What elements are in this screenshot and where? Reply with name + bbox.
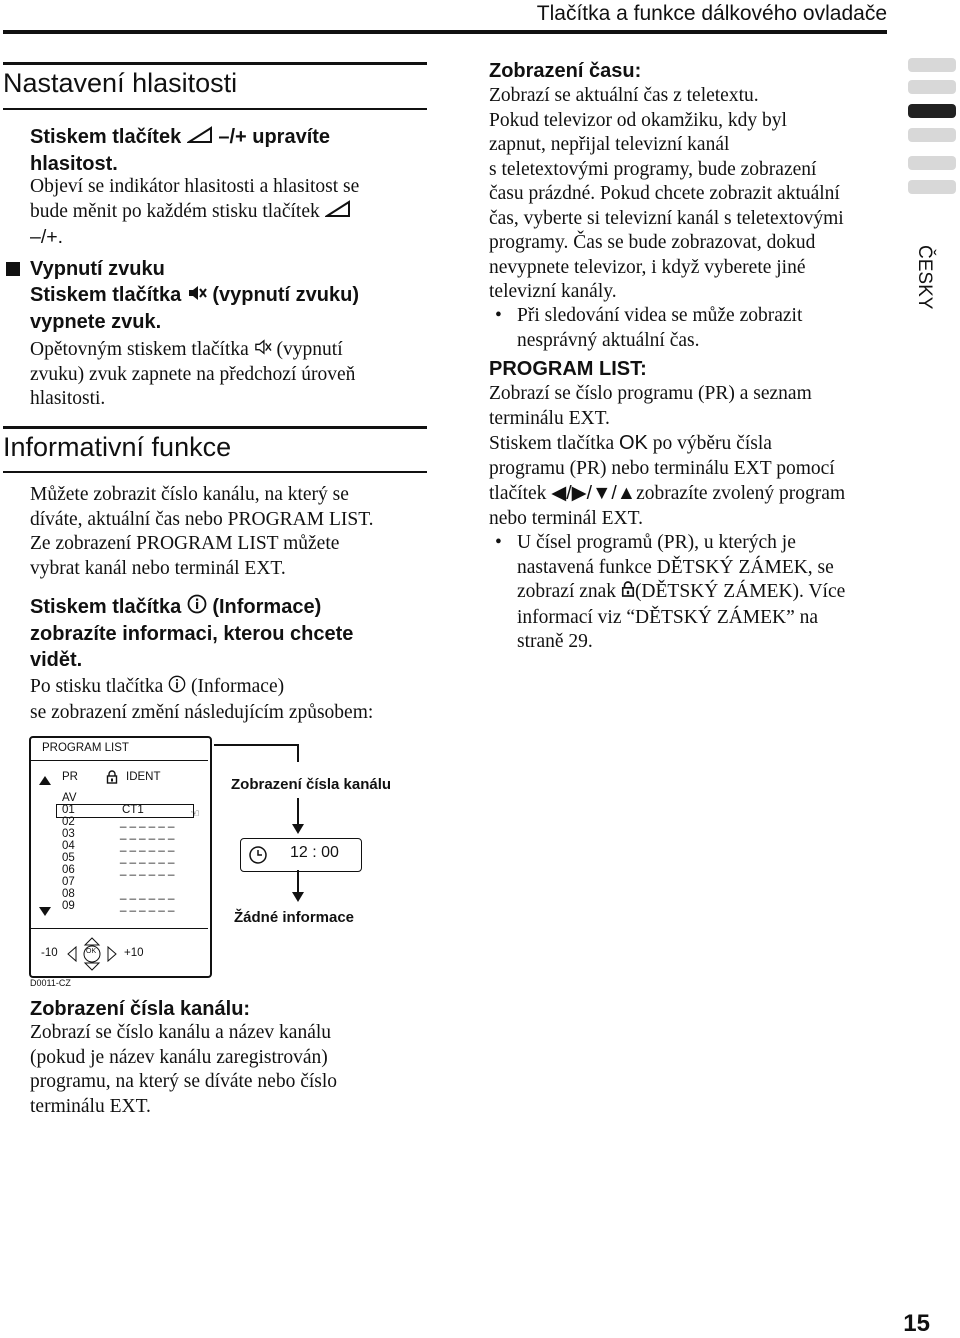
- col-ident-header: IDENT: [126, 771, 161, 783]
- language-tab-active: [908, 104, 956, 118]
- selected-row-highlight[interactable]: [56, 804, 194, 818]
- program-row-number[interactable]: 06: [62, 864, 75, 876]
- desc-line: programu (PR) nebo terminálu EXT pomocí: [489, 457, 835, 479]
- program-row-ident: _ _ _ _ _ _: [120, 900, 175, 912]
- program-row-number[interactable]: 04: [62, 840, 75, 852]
- info-description: [30, 483, 430, 581]
- pointer-icon: ☜: [190, 808, 200, 820]
- program-row-ident: _ _ _ _ _ _: [120, 828, 175, 840]
- mute-icon: [187, 283, 207, 309]
- channel-number-description: [30, 1021, 430, 1119]
- instr-text: (Informace): [212, 596, 322, 618]
- program-row-ident: _ _ _ _ _ _: [120, 816, 175, 828]
- desc-line: programu, na který se díváte nebo číslo: [30, 1071, 338, 1092]
- page-number: 15: [903, 1310, 930, 1337]
- program-row-ident: _ _ _ _ _ _: [120, 864, 175, 876]
- language-tab: [908, 80, 956, 94]
- desc-line: s teletextovými programy, bude zobrazení: [489, 158, 817, 180]
- desc-line: Můžete zobrazit číslo kanálu, na který se: [30, 484, 349, 505]
- desc-line: se zobrazení změní následujícím způsobem:: [30, 701, 374, 723]
- info-instruction: [30, 594, 430, 673]
- section-rule: [3, 62, 427, 65]
- lock-icon: [621, 580, 635, 606]
- desc-line: (pokud je název kanálu zaregistrován): [30, 1046, 328, 1068]
- ok-label: OK: [86, 948, 97, 955]
- program-list-heading: PROGRAM LIST:: [489, 358, 647, 380]
- language-tab: [908, 128, 956, 142]
- divider: [30, 760, 208, 761]
- desc-line: zapnut, nepřijal televizní kanál: [489, 134, 730, 155]
- program-row-ident: CT1: [122, 804, 144, 816]
- down-arrow-icon: [39, 904, 51, 922]
- desc-line: (Informace): [191, 676, 285, 698]
- divider: [30, 928, 208, 929]
- desc-line: zvuku) zvuk zapnete na předchozí úroveň: [30, 363, 356, 385]
- mute-description: [30, 338, 430, 412]
- child-lock-bullet: [489, 531, 899, 655]
- program-list-description: [489, 382, 899, 531]
- desc-line: U čísel programů (PR), u kterých je: [517, 532, 796, 553]
- program-row-number[interactable]: 03: [62, 828, 75, 840]
- header-rule: [3, 30, 887, 34]
- dpad-icon[interactable]: [64, 936, 120, 977]
- time-value: 12 : 00: [290, 844, 339, 861]
- program-row-number[interactable]: 09: [62, 900, 75, 912]
- instr-text: Stiskem tlačítka: [30, 284, 182, 306]
- desc-line: nastavená funkce DĚTSKÝ ZÁMEK, se: [517, 556, 834, 578]
- mute-instruction: [30, 256, 430, 335]
- desc-line: Pokud televizor od okamžiku, kdy byl: [489, 109, 787, 131]
- language-tab: [908, 156, 956, 170]
- desc-line: Opětovným stiskem tlačítka: [30, 339, 249, 360]
- section-title-info: Informativní funkce: [3, 432, 232, 462]
- desc-line: televizní kanály.: [489, 281, 617, 302]
- desc-line: informací viz “DĚTSKÝ ZÁMEK” na: [517, 606, 819, 628]
- page-header-title: Tlačítka a funkce dálkového ovladače: [536, 2, 887, 25]
- time-display-title: Zobrazení času:: [489, 60, 642, 82]
- section-title-volume: Nastavení hlasitosti: [3, 68, 238, 98]
- desc-line: hlasitosti.: [30, 388, 106, 410]
- desc-line: Zobrazí se aktuální čas z teletextu.: [489, 85, 759, 106]
- language-tab: [908, 180, 956, 194]
- desc-line: Zobrazí se číslo programu (PR) a seznam: [489, 383, 812, 404]
- info-icon: [168, 675, 186, 701]
- desc-line: nevypnete televizor, i když vyberete jiné: [489, 256, 806, 278]
- program-row-number[interactable]: 05: [62, 852, 75, 864]
- program-list-title: PROGRAM LIST: [42, 742, 129, 754]
- instr-text: zobrazíte informaci, kterou chcete: [30, 623, 354, 646]
- desc-line: díváte, aktuální čas nebo PROGRAM LIST.: [30, 508, 374, 530]
- desc-line: vybrat kanál nebo terminál EXT.: [30, 557, 286, 579]
- arrow-buttons-icon: ◀/▶/▼/▲: [551, 482, 637, 504]
- instr-text: –/+ upravíte: [218, 126, 331, 148]
- ok-button-label: OK: [618, 432, 648, 454]
- instr-text: hlasitost.: [30, 152, 118, 175]
- bullet-dot: •: [495, 305, 502, 326]
- minus-ten-label: -10: [41, 947, 58, 959]
- volume-icon: [187, 125, 213, 151]
- volume-description: [30, 175, 430, 251]
- instr-text: vidět.: [30, 649, 83, 672]
- desc-line: čas, vyberte si televizní kanál s teletextovými: [489, 207, 844, 229]
- program-row-number[interactable]: AV: [62, 792, 77, 804]
- program-row-number[interactable]: 01: [62, 804, 75, 816]
- instr-text: vypnete zvuk.: [30, 310, 162, 333]
- program-row-number[interactable]: 02: [62, 816, 75, 828]
- program-row-ident: _ _ _ _ _ _: [120, 888, 175, 900]
- mute-icon: [254, 338, 272, 363]
- info-icon: [187, 594, 207, 621]
- desc-line: nebo terminál EXT.: [489, 507, 643, 529]
- program-row-number[interactable]: 08: [62, 888, 75, 900]
- square-bullet-icon: [6, 262, 20, 276]
- language-label: ČESKY: [914, 245, 935, 310]
- desc-line: (DĚTSKÝ ZÁMEK). Více: [634, 581, 846, 603]
- desc-line: tlačítek: [489, 483, 547, 504]
- volume-icon: [325, 200, 351, 226]
- program-row-ident: _ _ _ _ _ _: [120, 840, 175, 852]
- desc-line: zobrazí znak: [517, 581, 617, 603]
- desc-line: bude měnit po každém stisku tlačítek: [30, 200, 320, 222]
- channel-number-title: Zobrazení čísla kanálu:: [30, 998, 251, 1020]
- mute-title: Vypnutí zvuku: [30, 258, 165, 280]
- desc-line: času prázdné. Pokud chcete zobrazit aktuální: [489, 183, 840, 204]
- language-tab: [908, 58, 956, 72]
- desc-line: nesprávný aktuální čas.: [517, 329, 700, 351]
- up-arrow-icon: [39, 773, 51, 791]
- step-no-info: Žádné informace: [234, 909, 355, 926]
- desc-line: Při sledování videa se může zobrazit: [517, 305, 803, 326]
- time-note-bullet: [489, 304, 899, 353]
- desc-line: straně 29.: [517, 631, 593, 652]
- desc-line: po výběru čísla: [652, 433, 772, 454]
- info-press-description: [30, 675, 440, 725]
- program-row-ident: _ _ _ _ _ _: [120, 852, 175, 864]
- section-rule: [3, 426, 427, 429]
- step-channel-number: Zobrazení čísla kanálu: [231, 776, 392, 793]
- volume-instruction: [30, 124, 430, 177]
- desc-line: Zobrazí se číslo kanálu a název kanálu: [30, 1022, 332, 1043]
- figure-code: D0011-CZ: [30, 978, 71, 988]
- desc-line: Objeví se indikátor hlasitosti a hlasitost se: [30, 176, 360, 197]
- desc-line: Ze zobrazení PROGRAM LIST můžete: [30, 533, 340, 554]
- desc-line: Po stisku tlačítka: [30, 676, 164, 698]
- desc-line: Stiskem tlačítka: [489, 433, 615, 454]
- bullet-dot: •: [495, 532, 502, 553]
- lock-icon: [106, 770, 118, 789]
- desc-line: programy. Čas se bude zobrazovat, dokud: [489, 232, 816, 253]
- desc-line: –/+.: [30, 226, 64, 248]
- section-rule: [3, 108, 427, 110]
- time-display-description: [489, 84, 899, 305]
- clock-icon: [248, 845, 268, 870]
- desc-line: zobrazíte zvolený program: [636, 483, 846, 504]
- program-row-number[interactable]: 07: [62, 876, 75, 888]
- col-pr-header: PR: [62, 771, 78, 783]
- desc-line: (vypnutí: [276, 339, 343, 360]
- plus-ten-label: +10: [124, 947, 144, 959]
- desc-line: terminálu EXT.: [30, 1095, 151, 1117]
- instr-text: Stiskem tlačítka: [30, 596, 182, 618]
- flow-arrows: [208, 736, 428, 936]
- section-rule: [3, 471, 427, 473]
- instr-text: (vypnutí zvuku): [212, 284, 359, 306]
- desc-line: terminálu EXT.: [489, 407, 610, 429]
- instr-text: Stiskem tlačítek: [30, 126, 182, 148]
